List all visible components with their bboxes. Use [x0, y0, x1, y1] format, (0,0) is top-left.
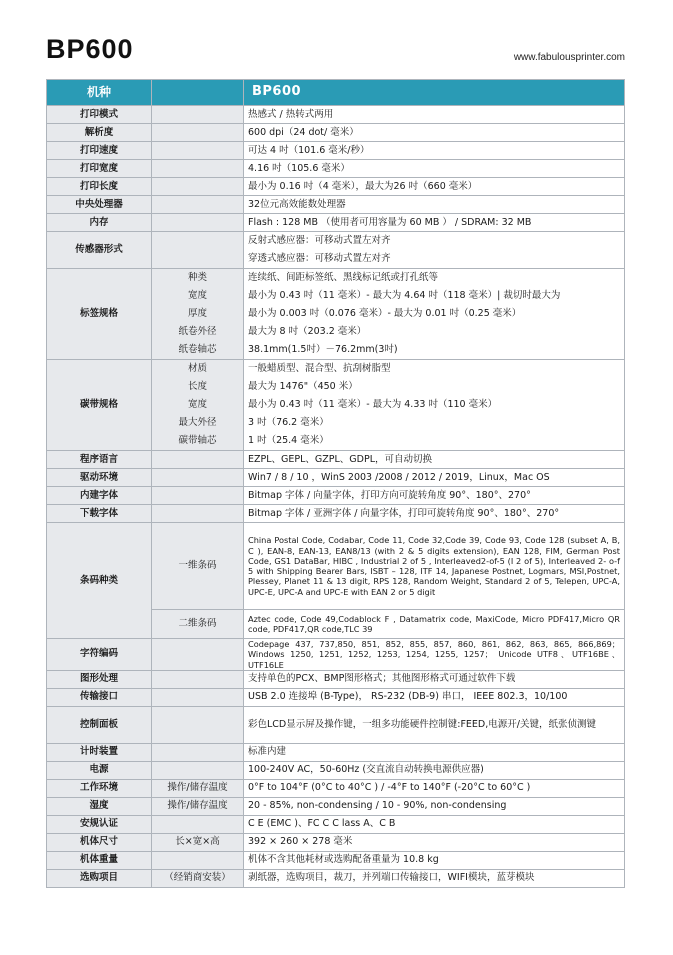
row-value-length: 最小为 0.16 吋（4 毫米），最大为26 吋（660 毫米）: [244, 178, 625, 196]
row-label-weight: 机体重量: [47, 851, 152, 869]
table-row: [47, 706, 625, 743]
table-header: [47, 80, 625, 106]
row-label-ribbon-spec: 碳带规格: [47, 360, 152, 451]
table-row: [47, 178, 625, 196]
row-label-environment: 工作环境: [47, 779, 152, 797]
sub-value: 最大为 1476"（450 米）: [248, 381, 358, 392]
sub-value: 连续纸、间距标签纸、黑线标记纸或打孔纸等: [248, 272, 439, 283]
row-value-download-font: Bitmap 字体 / 亚洲字体 / 向量字体，打印可旋转角度 90°、180°、270°: [244, 505, 625, 523]
row-label-width: 打印宽度: [47, 160, 152, 178]
row-label-memory: 内存: [47, 214, 152, 232]
sub-value: 最小为 0.43 吋（11 毫米）- 最大为 4.64 吋（118 毫米）| 裁切时最大为: [248, 290, 561, 301]
row-label-interface: 传输接口: [47, 688, 152, 706]
row-label-resolution: 解析度: [47, 124, 152, 142]
sub-value: 1 吋（25.4 毫米）: [248, 435, 329, 446]
table-row: [47, 523, 625, 610]
table-row: [47, 142, 625, 160]
row-value-panel: 彩色LCD显示屏及操作键，一组多功能硬件控制键:FEED,电源开/关键，纸张侦测键: [244, 706, 625, 743]
row-value-resolution: 600 dpi（24 dot/ 毫米）: [244, 124, 625, 142]
website-url: www.fabulousprinter.com: [513, 52, 625, 63]
row-label-label-spec: 标签规格: [47, 269, 152, 360]
row-value-size: 392 × 260 × 278 毫米: [244, 833, 625, 851]
row-label-download-font: 下载字体: [47, 505, 152, 523]
row-sub-environment: 操作/储存温度: [152, 779, 244, 797]
row-value-certification: C E (EMC )、FC C C lass A、C B: [244, 815, 625, 833]
row-sub-humidity: 操作/储存温度: [152, 797, 244, 815]
table-row: [47, 761, 625, 779]
sub-value: 最大为 8 吋（203.2 毫米）: [248, 326, 367, 337]
table-row: [47, 797, 625, 815]
row-label-speed: 打印速度: [47, 142, 152, 160]
sensor-line: 反射式感应器：可移动式置左对齐: [248, 235, 391, 246]
table-row: [47, 269, 625, 360]
row-label-humidity: 湿度: [47, 797, 152, 815]
row-value-width: 4.16 吋（105.6 毫米）: [244, 160, 625, 178]
spec-table: [46, 79, 625, 888]
table-row: [47, 688, 625, 706]
row-value-options: 剥纸器，选购项目，裁刀，并列端口传输接口，WIFI模块，蓝芽模块: [244, 869, 625, 887]
row-label-certification: 安规认证: [47, 815, 152, 833]
table-row: [47, 214, 625, 232]
barcode-2d-value: Aztec code, Code 49,Codablock F , Datamatrix code, MaxiCode, Micro PDF417,Micro QR code, PDF417,QR code,TLC 39: [244, 610, 625, 639]
table-row: [47, 106, 625, 124]
row-label-cpu: 中央处理器: [47, 196, 152, 214]
table-row: [47, 469, 625, 487]
page-title: BP600: [46, 34, 134, 64]
ribbon-spec-values: [244, 360, 625, 451]
row-value-graphics: 支持单色的PCX、BMP图形格式；其他图形格式可通过软件下载: [244, 670, 625, 688]
row-sub-options: （经销商安装）: [152, 869, 244, 887]
row-label-language: 程序语言: [47, 451, 152, 469]
table-row: [47, 232, 625, 269]
sub-value: 一般蜡质型、混合型、抗刮树脂型: [248, 363, 391, 374]
row-value-language: EZPL、GEPL、GZPL、GDPL，可自动切换: [244, 451, 625, 469]
table-row: [47, 124, 625, 142]
row-value-charset: Codepage 437, 737,850, 851, 852, 855, 857, 860, 861, 862, 863, 865, 866,869； Windows 1250, 1251, 1252, 1253, 1254, 1255, 1257； Unicode UTF8、UTF16BE、UTF16LE: [244, 639, 625, 671]
sub-label: 长度: [187, 381, 207, 392]
header-model: BP600: [244, 80, 625, 106]
row-value-power: 100-240V AC，50-60Hz (交直流自动转换电源供应器): [244, 761, 625, 779]
table-row: [47, 360, 625, 451]
row-value-interface: USB 2.0 连接埠 (B-Type)， RS-232 (DB-9) 串口， IEEE 802.3，10/100: [244, 688, 625, 706]
row-sub-size: 长×宽×高: [152, 833, 244, 851]
table-row: [47, 743, 625, 761]
sub-label: 最大外径: [178, 417, 217, 428]
row-value-environment: 0°F to 104°F (0°C to 40°C ) / -4°F to 140°F (-20°C to 60°C ): [244, 779, 625, 797]
table-row: [47, 196, 625, 214]
table-row: [47, 487, 625, 505]
row-value-driver: Win7 / 8 / 10 ，WinS 2003 /2008 / 2012 / 2019，Linux，Mac OS: [244, 469, 625, 487]
row-value-print-mode: 热感式 / 热转式两用: [244, 106, 625, 124]
sub-label: 纸卷外径: [178, 326, 217, 337]
sub-value: 最小为 0.003 吋（0.076 毫米）- 最大为 0.01 吋（0.25 毫米）: [248, 308, 522, 319]
header-label: 机种: [47, 80, 152, 106]
sub-label: 厚度: [187, 308, 207, 319]
barcode-1d-label: 一维条码: [152, 523, 244, 610]
row-value-weight: 机体不含其他耗材或选购配备重量为 10.8 kg: [244, 851, 625, 869]
row-value-memory: Flash : 128 MB （使用者可用容量为 60 MB ） / SDRAM: 32 MB: [244, 214, 625, 232]
sensor-line: 穿透式感应器：可移动式置左对齐: [248, 253, 391, 264]
label-spec-subs: [152, 269, 244, 360]
row-label-power: 电源: [47, 761, 152, 779]
header-spacer: [152, 80, 244, 106]
row-label-options: 选购项目: [47, 869, 152, 887]
table-row: [47, 851, 625, 869]
row-value-internal-font: Bitmap 字体 / 向量字体，打印方向可旋转角度 90°、180°、270°: [244, 487, 625, 505]
sub-label: 碳带轴芯: [178, 435, 217, 446]
row-label-charset: 字符编码: [47, 639, 152, 671]
sub-label: 宽度: [187, 290, 207, 301]
row-value-sensor: [244, 232, 625, 269]
ribbon-spec-subs: [152, 360, 244, 451]
table-row: [47, 833, 625, 851]
sub-label: 种类: [187, 272, 207, 283]
row-label-internal-font: 内建字体: [47, 487, 152, 505]
sub-value: 3 吋（76.2 毫米）: [248, 417, 329, 428]
label-spec-values: [244, 269, 625, 360]
table-row: [47, 505, 625, 523]
row-label-graphics: 图形处理: [47, 670, 152, 688]
row-value-humidity: 20 - 85%, non-condensing / 10 - 90%, non-condensing: [244, 797, 625, 815]
row-label-barcode: 条码种类: [47, 523, 152, 639]
sub-value: 最小为 0.43 吋（11 毫米）- 最大为 4.33 吋（110 毫米）: [248, 399, 498, 410]
sub-label: 宽度: [187, 399, 207, 410]
barcode-2d-label: 二维条码: [152, 610, 244, 639]
row-label-clock: 计时装置: [47, 743, 152, 761]
row-label-size: 机体尺寸: [47, 833, 152, 851]
row-value-clock: 标准内建: [244, 743, 625, 761]
sub-label: 材质: [187, 363, 207, 374]
table-row: [47, 779, 625, 797]
row-label-panel: 控制面板: [47, 706, 152, 743]
sub-label: 纸卷轴芯: [178, 344, 217, 355]
table-row: [47, 869, 625, 887]
row-label-print-mode: 打印模式: [47, 106, 152, 124]
row-label-driver: 驱动环境: [47, 469, 152, 487]
table-row: [47, 815, 625, 833]
table-row: [47, 639, 625, 671]
row-value-cpu: 32位元高效能数处理器: [244, 196, 625, 214]
table-row: [47, 160, 625, 178]
sub-value: 38.1mm(1.5吋）－76.2mm(3吋): [248, 344, 398, 355]
barcode-1d-value: China Postal Code, Codabar, Code 11, Code 32,Code 39, Code 93, Code 128 (subset A, B, C ), EAN-8, EAN-13, EAN8/13 (with 2 & 5 digits extension), EAN 128, FIM, German Post Code, GS1 DataBar, HIBC , Industrial 2 of 5 , Interleaved2-of-5 (I 2 of 5), Interleaved 2- o-f 5 with Shipping Bearer Bars, ISBT – 128, ITF 14, Japanese Postnet, Logmars, MSI,Postnet, Plessey, Planet 11 & 13 digit, RPS 128, Random Weight, Standard 2 of 5, Telepen, UPC-A, UPC-E, UPC-A and UPC-E with EAN 2 or 5 digit: [244, 523, 625, 610]
row-label-sensor: 传感器形式: [47, 232, 152, 269]
table-row: [47, 451, 625, 469]
row-label-length: 打印长度: [47, 178, 152, 196]
row-value-speed: 可达 4 吋（101.6 毫米/秒）: [244, 142, 625, 160]
table-row: [47, 670, 625, 688]
